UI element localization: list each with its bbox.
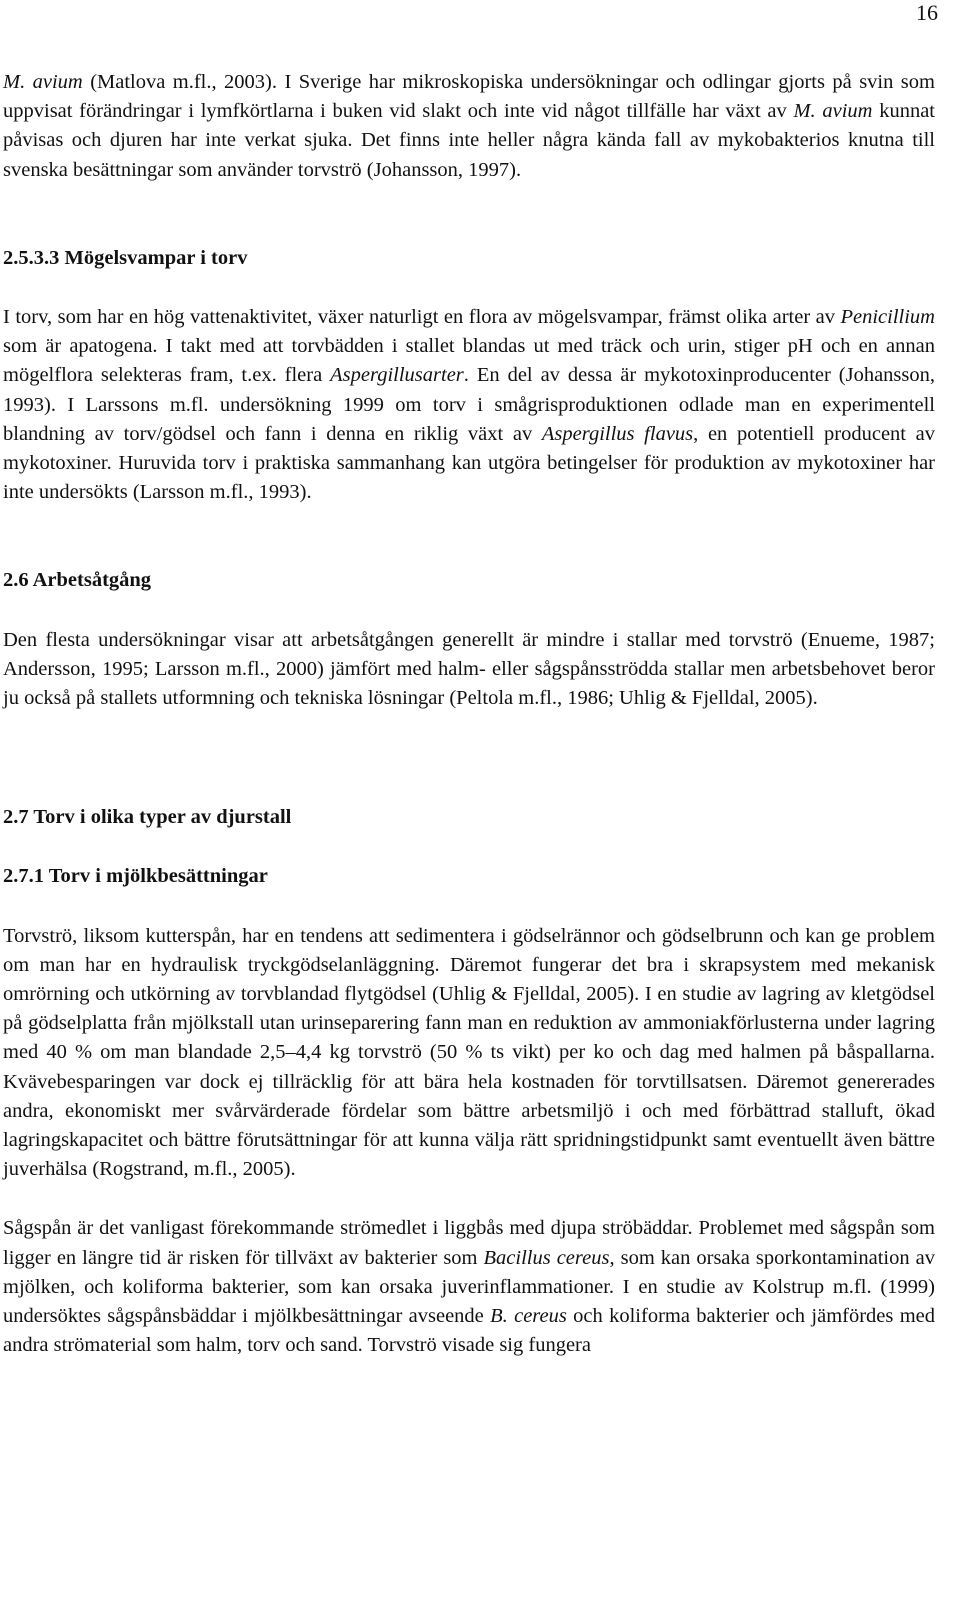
section-heading-2-6: 2.6 Arbetsåtgång (3, 569, 152, 592)
species-name: B. cereus (490, 1305, 567, 1328)
species-name: M. avium (793, 100, 873, 123)
section-heading-2-5-3-3: 2.5.3.3 Mögelsvampar i torv (3, 246, 248, 269)
intro-paragraph (3, 68, 935, 185)
species-name: Aspergillus flavus (541, 422, 694, 445)
text-run: Sågspån är det vanligast förekommande strömedlet i liggbås med djupa ströbäddar. Problemet med sågspån som ligger en längre tid är risken för tillväxt av bakterier som (3, 1217, 935, 1269)
text-run: (Matlova m.fl., 2003). I Sverige har mikroskopiska undersökningar och odlingar gjorts på svin som uppvisat förändringar i lymfkörtlarna i buken vid slakt och inte vid något tillfälle har växt av (3, 71, 935, 123)
section-heading-2-7: 2.7 Torv i olika typer av djurstall (3, 806, 292, 829)
species-name: Penicillium (840, 306, 935, 329)
dairy-paragraph-1: Torvströ, liksom kutterspån, har en tendens att sedimentera i gödselrännor och gödselbrunn och kan ge problem om man har en hydraulisk tryckgödselanläggning. Däremot fungerar det bra i skrapsystem med mekanisk omrörning och utkörning av torvblandad flytgödsel (Uhlig & Fjelldal, 2005). I en studie av lagring av kletgödsel på gödselplatta från mjölkstall utan urinseparering fann man en reduktion av ammoniakförlusterna under lagring med 40 % om man blandade 2,5–4,4 kg torvströ (50 % ts vikt) per ko och dag med halmen på båspallarna. Kvävebesparingen var dock ej tillräcklig för att bära hela kostnaden för torvtillsatsen. Däremot genererades andra, ekonomiskt mer svårvärderade fördelar som bättre arbetsmiljö i och med förbättrad stalluft, ökad lagringskapacitet och bättre förutsättningar för att kunna välja rätt spridningstidpunkt samt eventuellt även bättre juverhälsa (Rogstrand, m.fl., 2005). (3, 924, 935, 1181)
workload-paragraph: Den flesta undersökningar visar att arbetsåtgången generellt är mindre i stallar med torvströ (Enueme, 1987; Andersson, 1995; Larsson m.fl., 2000) jämfört med halm- eller sågspånsströdda stallar men arbetsbehovet beror ju också på stallets utformning och tekniska lösningar (Peltola m.fl., 1986; Uhlig & Fjelldal, 2005). (3, 628, 935, 710)
species-name: Bacillus cereus (483, 1246, 610, 1269)
text-run: I torv, som har en hög vattenaktivitet, växer naturligt en flora av mögelsvampar, främst olika arter av (3, 306, 841, 329)
text-run: som är apatogena. I takt med att torvbädden i stallet blandas ut med träck och urin, stiger pH och en annan mögelflora selekteras fram, t.ex. flera (3, 335, 935, 387)
text-run: , en potentiell producent av mykotoxiner. Huruvida torv i praktiska sammanhang kan utgöra betingelser för produktion av mykotoxiner har inte undersökts (Larsson m.fl., 1993). (3, 422, 936, 504)
dairy-paragraph-2 (3, 1214, 935, 1360)
section-heading-2-7-1: 2.7.1 Torv i mjölkbesättningar (3, 865, 268, 888)
text-run: , som kan orsaka sporkontamination av mjölken, och koliforma bakterier, som kan orsaka juverinflammationer. I en studie av Kolstrup m.fl. (1999) undersöktes sågspånsbäddar i mjölkbesättningar avseende (3, 1246, 935, 1328)
document-body (3, 68, 935, 1361)
text-run: . En del av dessa är mykotoxinproducenter (Johansson, 1993). I Larssons m.fl. undersökning 1999 om torv i smågrisproduktionen odlade man en experimentell blandning av torv/gödsel och fann i denna en riklig växt av (3, 364, 935, 445)
text-run: och koliforma bakterier och jämfördes med andra strömaterial som halm, torv och sand. Torvströ visade sig fungera (3, 1305, 935, 1357)
mould-paragraph (3, 303, 935, 507)
page-number: 16 (916, 0, 938, 25)
text-run: kunnat påvisas och djuren har inte verkat sjuka. Det finns inte heller några kända fall av mykobakterios knutna till svenska besättningar som använder torvströ (Johansson, 1997). (3, 100, 935, 181)
species-name: Aspergillusarter (330, 364, 464, 387)
species-name: M. avium (3, 71, 83, 93)
